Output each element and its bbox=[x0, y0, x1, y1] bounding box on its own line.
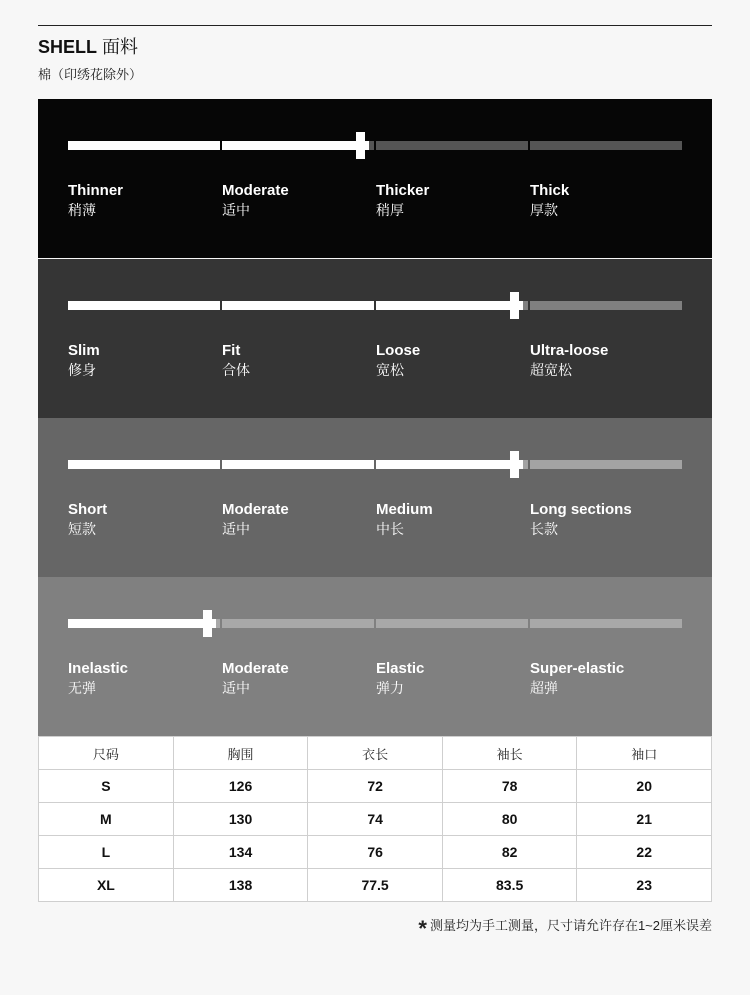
level-marker-crossbar bbox=[506, 460, 523, 469]
table-cell: XL bbox=[39, 869, 174, 902]
table-cell: 83.5 bbox=[442, 869, 577, 902]
section-title bbox=[38, 36, 138, 58]
scale-bar bbox=[68, 460, 682, 469]
table-cell: 126 bbox=[173, 770, 308, 803]
size-table bbox=[38, 736, 712, 902]
scale-segment-filled bbox=[376, 301, 515, 310]
fabric-subtitle: 棉（印绣花除外） bbox=[38, 67, 143, 82]
scale-label-zh: 超弹 bbox=[530, 680, 558, 696]
panel-length bbox=[38, 418, 712, 577]
table-row bbox=[39, 869, 712, 902]
scale-bar bbox=[68, 301, 682, 310]
scale-label bbox=[376, 500, 526, 538]
scale-label bbox=[530, 341, 680, 379]
scale-label-en: Ultra-loose bbox=[530, 342, 609, 359]
note-text: 测量均为手工测量，尺寸请允许存在1~2厘米误差 bbox=[429, 918, 712, 933]
table-row bbox=[39, 770, 712, 803]
scale-label-zh: 合体 bbox=[222, 362, 250, 378]
scale-segment-filled bbox=[222, 301, 374, 310]
scale-label-zh: 无弹 bbox=[68, 680, 96, 696]
scale-label-en: Elastic bbox=[376, 660, 425, 677]
scale-label-en: Moderate bbox=[222, 501, 289, 518]
title-zh: 面料 bbox=[102, 37, 139, 57]
scale-label-zh: 适中 bbox=[222, 202, 250, 218]
scale-segment-filled bbox=[376, 460, 515, 469]
table-cell: S bbox=[39, 770, 174, 803]
table-cell: 22 bbox=[577, 836, 712, 869]
scale-label bbox=[222, 181, 372, 219]
table-cell: 76 bbox=[308, 836, 443, 869]
scale-label-en: Loose bbox=[376, 342, 421, 359]
scale-label bbox=[530, 659, 680, 697]
scale-label bbox=[68, 181, 218, 219]
scale-segment bbox=[530, 141, 682, 150]
scale-segment bbox=[530, 301, 682, 310]
table-cell: 138 bbox=[173, 869, 308, 902]
scale-label-en: Medium bbox=[376, 501, 433, 518]
table-cell: 72 bbox=[308, 770, 443, 803]
scale-label-en: Long sections bbox=[530, 501, 632, 518]
scale-segment-filled bbox=[68, 619, 208, 628]
scale-label-zh: 弹力 bbox=[376, 680, 404, 696]
scale-label-zh: 短款 bbox=[68, 521, 96, 537]
scale-label-en: Short bbox=[68, 501, 108, 518]
scale-segment-filled bbox=[222, 460, 374, 469]
table-cell: 80 bbox=[442, 803, 577, 836]
scale-label-en: Thicker bbox=[376, 182, 430, 199]
scale-segment bbox=[530, 460, 682, 469]
scale-segment bbox=[376, 141, 528, 150]
scale-label-zh: 修身 bbox=[68, 362, 96, 378]
column-header: 袖口 bbox=[577, 737, 712, 770]
scale-label bbox=[376, 341, 526, 379]
scale-segment-filled bbox=[68, 460, 220, 469]
scale-segment-filled bbox=[222, 141, 361, 150]
scale-label bbox=[68, 500, 218, 538]
table-cell: 78 bbox=[442, 770, 577, 803]
table-cell: 134 bbox=[173, 836, 308, 869]
scale-label-en: Slim bbox=[68, 342, 100, 359]
scale-label-en: Super-elastic bbox=[530, 660, 625, 677]
scale-label-zh: 超宽松 bbox=[530, 362, 572, 378]
scale-label-zh: 适中 bbox=[222, 521, 250, 537]
scale-segment-filled bbox=[68, 141, 220, 150]
scale-label-en: Thick bbox=[530, 182, 570, 199]
table-cell: 82 bbox=[442, 836, 577, 869]
scale-label-zh: 适中 bbox=[222, 680, 250, 696]
measurement-note bbox=[418, 916, 712, 941]
scale-label bbox=[376, 659, 526, 697]
scale-label bbox=[376, 181, 526, 219]
scale-label bbox=[222, 500, 372, 538]
level-marker-crossbar bbox=[506, 301, 523, 310]
scale-label-en: Fit bbox=[222, 342, 241, 359]
table-cell: 21 bbox=[577, 803, 712, 836]
top-divider bbox=[38, 25, 712, 26]
panel-fit bbox=[38, 259, 712, 418]
column-header: 尺码 bbox=[39, 737, 174, 770]
level-marker-crossbar bbox=[352, 141, 369, 150]
scale-segment-filled bbox=[68, 301, 220, 310]
level-marker-crossbar bbox=[199, 619, 216, 628]
table-cell: L bbox=[39, 836, 174, 869]
scale-label bbox=[222, 659, 372, 697]
table-row bbox=[39, 803, 712, 836]
scale-label-zh: 中长 bbox=[376, 521, 404, 537]
column-header: 胸围 bbox=[173, 737, 308, 770]
scale-label-en: Moderate bbox=[222, 182, 289, 199]
scale-label-zh: 厚款 bbox=[530, 202, 558, 218]
table-cell: 77.5 bbox=[308, 869, 443, 902]
scale-label bbox=[222, 341, 372, 379]
title-en: SHELL bbox=[38, 37, 98, 57]
scale-label-zh: 长款 bbox=[530, 521, 558, 537]
table-cell: 74 bbox=[308, 803, 443, 836]
column-header: 衣长 bbox=[308, 737, 443, 770]
table-cell: 130 bbox=[173, 803, 308, 836]
panel-thickness bbox=[38, 99, 712, 258]
scale-label bbox=[68, 659, 218, 697]
scale-label-zh: 稍薄 bbox=[68, 202, 96, 218]
table-row bbox=[39, 836, 712, 869]
scale-label-en: Inelastic bbox=[68, 660, 129, 677]
column-header: 袖长 bbox=[442, 737, 577, 770]
size-table-header bbox=[39, 737, 712, 770]
panel-elasticity bbox=[38, 577, 712, 736]
scale-label-en: Moderate bbox=[222, 660, 289, 677]
scale-label bbox=[68, 341, 218, 379]
asterisk-icon: * bbox=[418, 916, 427, 941]
scale-label-zh: 宽松 bbox=[376, 362, 404, 378]
scale-bar bbox=[68, 619, 682, 628]
scale-label bbox=[530, 500, 680, 538]
scale-label-zh: 稍厚 bbox=[376, 202, 404, 218]
table-cell: 23 bbox=[577, 869, 712, 902]
scale-label bbox=[530, 181, 680, 219]
scale-bar bbox=[68, 141, 682, 150]
table-cell: M bbox=[39, 803, 174, 836]
scale-label-en: Thinner bbox=[68, 182, 123, 199]
scale-segment bbox=[530, 619, 682, 628]
table-cell: 20 bbox=[577, 770, 712, 803]
scale-segment bbox=[222, 619, 374, 628]
scale-segment bbox=[376, 619, 528, 628]
